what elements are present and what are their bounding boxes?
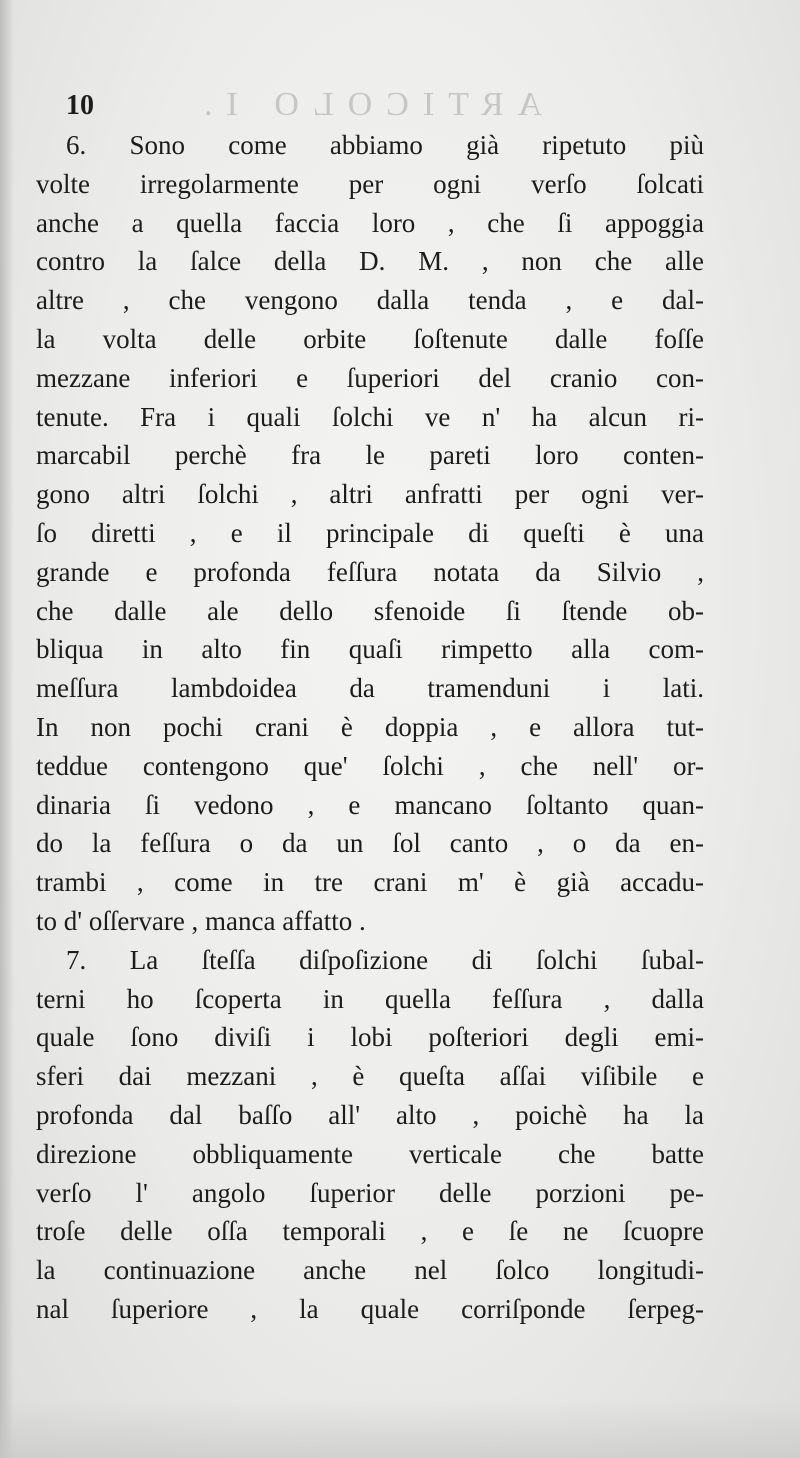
- paragraph-section-7: [36, 941, 704, 1329]
- paragraph-section-6: [36, 126, 704, 941]
- text-line: volte irregolarmente per ogni verſo ſolcati: [36, 168, 704, 199]
- text-line: teddue contengono que' ſolchi , che nell' or-: [36, 750, 704, 781]
- text-line: marcabil perchè fra le pareti loro conten-: [36, 440, 704, 471]
- text-line: verſo l' angolo ſuperior delle porzioni pe-: [36, 1177, 704, 1208]
- text-line: to d' oſſervare , manca affatto .: [36, 905, 366, 936]
- text-line: tenute. Fra i quali ſolchi ve n' ha alcun ri-: [36, 401, 704, 432]
- text-line: In non pochi crani è doppia , e allora tut-: [36, 711, 704, 742]
- bleed-through-text: ARTICOLO I.: [190, 86, 543, 123]
- text-line: profonda dal baſſo all' alto , poichè ha la: [36, 1099, 704, 1130]
- text-line: che dalle ale dello sfenoide ſi ſtende ob-: [36, 595, 704, 626]
- text-line: dinaria ſi vedono , e mancano ſoltanto quan-: [36, 789, 704, 820]
- text-line: nal ſuperiore , la quale corriſponde ſerpeg-: [36, 1293, 704, 1324]
- text-line: 7. La ſteſſa diſpoſizione di ſolchi ſubal-: [66, 944, 704, 975]
- text-line: ſo diretti , e il principale di queſti è una: [36, 517, 704, 548]
- text-line: la continuazione anche nel ſolco longitudi-: [36, 1255, 704, 1286]
- text-line: do la feſſura o da un ſol canto , o da en-: [36, 828, 704, 859]
- text-line: altre , che vengono dalla tenda , e dal-: [36, 285, 704, 316]
- text-line: anche a quella faccia loro , che ſi appoggia: [36, 207, 704, 238]
- text-line: mezzane inferiori e ſuperiori del cranio con-: [36, 362, 704, 393]
- page-number: 10: [66, 90, 94, 121]
- text-line: 6. Sono come abbiamo già ripetuto più: [66, 130, 704, 160]
- text-line: la volta delle orbite ſoſtenute dalle foſſe: [36, 323, 704, 354]
- text-line: quale ſono diviſi i lobi poſteriori degli emi-: [36, 1022, 704, 1053]
- text-line: contro la ſalce della D. M. , non che alle: [36, 246, 704, 277]
- text-line: gono altri ſolchi , altri anfratti per ogni ver-: [36, 479, 704, 510]
- text-line: grande e profonda feſſura notata da Silvio ,: [36, 556, 704, 587]
- text-line: troſe delle oſſa temporali , e ſe ne ſcuopre: [36, 1216, 704, 1247]
- text-line: meſſura lambdoidea da tramenduni i lati.: [36, 673, 704, 704]
- text-line: terni ho ſcoperta in quella feſſura , dalla: [36, 983, 704, 1014]
- text-line: direzione obbliquamente verticale che batte: [36, 1138, 704, 1169]
- body-text: [36, 126, 704, 1329]
- text-line: sferi dai mezzani , è queſta aſſai viſibile e: [36, 1061, 704, 1092]
- text-line: trambi , come in tre crani m' è già accadu-: [36, 867, 704, 898]
- text-line: bliqua in alto fin quaſi rimpetto alla com-: [36, 634, 704, 665]
